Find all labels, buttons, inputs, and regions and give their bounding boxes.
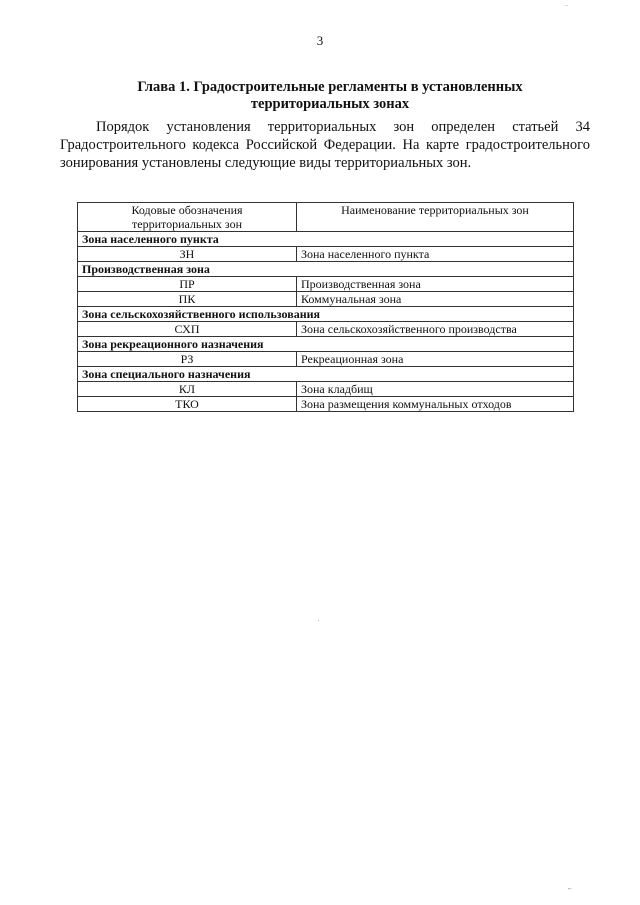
scan-mark-top: .. — [565, 2, 568, 8]
group-title: Зона сельскохозяйственного использования — [78, 307, 574, 322]
page-number: 3 — [316, 33, 324, 48]
header-code-line-1: Кодовые обозначения — [131, 203, 243, 217]
zone-code: ЗН — [78, 247, 297, 262]
group-row — [78, 337, 574, 352]
header-name-column: Наименование территориальных зон — [297, 203, 574, 232]
table-row — [78, 247, 574, 262]
zone-name: Рекреационная зона — [297, 352, 574, 367]
zone-name: Зона кладбищ — [297, 382, 574, 397]
zone-code: СХП — [78, 322, 297, 337]
table-row — [78, 397, 574, 412]
group-row — [78, 307, 574, 322]
table-row — [78, 277, 574, 292]
header-code-column — [78, 203, 297, 232]
group-title: Зона специального назначения — [78, 367, 574, 382]
zone-name: Зона населенного пункта — [297, 247, 574, 262]
territorial-zones-table — [77, 202, 574, 412]
zone-code: ПК — [78, 292, 297, 307]
scan-speck — [318, 620, 319, 621]
zone-code: РЗ — [78, 352, 297, 367]
zone-name: Зона сельскохозяйственного производства — [297, 322, 574, 337]
scan-mark-bottom: "' — [568, 888, 572, 894]
zone-code: ПР — [78, 277, 297, 292]
group-title: Зона рекреационного назначения — [78, 337, 574, 352]
table-row — [78, 322, 574, 337]
group-row — [78, 262, 574, 277]
zone-code: КЛ — [78, 382, 297, 397]
group-row — [78, 367, 574, 382]
header-code-line-2: территориальных зон — [132, 217, 242, 231]
chapter-title — [100, 79, 560, 113]
zone-name: Зона размещения коммунальных отходов — [297, 397, 574, 412]
chapter-title-line-2: территориальных зонах — [250, 96, 410, 112]
group-row — [78, 232, 574, 247]
zone-name: Производственная зона — [297, 277, 574, 292]
intro-paragraph: Порядок установления территориальных зон определен статьей 34 Градостроительного кодекса Российской Федерации. На карте градостроительного зонирования установлены следующие виды территориальных зон. — [60, 119, 590, 171]
group-title: Производственная зона — [78, 262, 574, 277]
zone-code: ТКО — [78, 397, 297, 412]
group-title: Зона населенного пункта — [78, 232, 574, 247]
table-row — [78, 292, 574, 307]
chapter-title-line-1: Глава 1. Градостроительные регламенты в установленных — [137, 79, 523, 95]
table-row — [78, 352, 574, 367]
table-row — [78, 382, 574, 397]
table-header-row — [78, 203, 574, 232]
zone-name: Коммунальная зона — [297, 292, 574, 307]
